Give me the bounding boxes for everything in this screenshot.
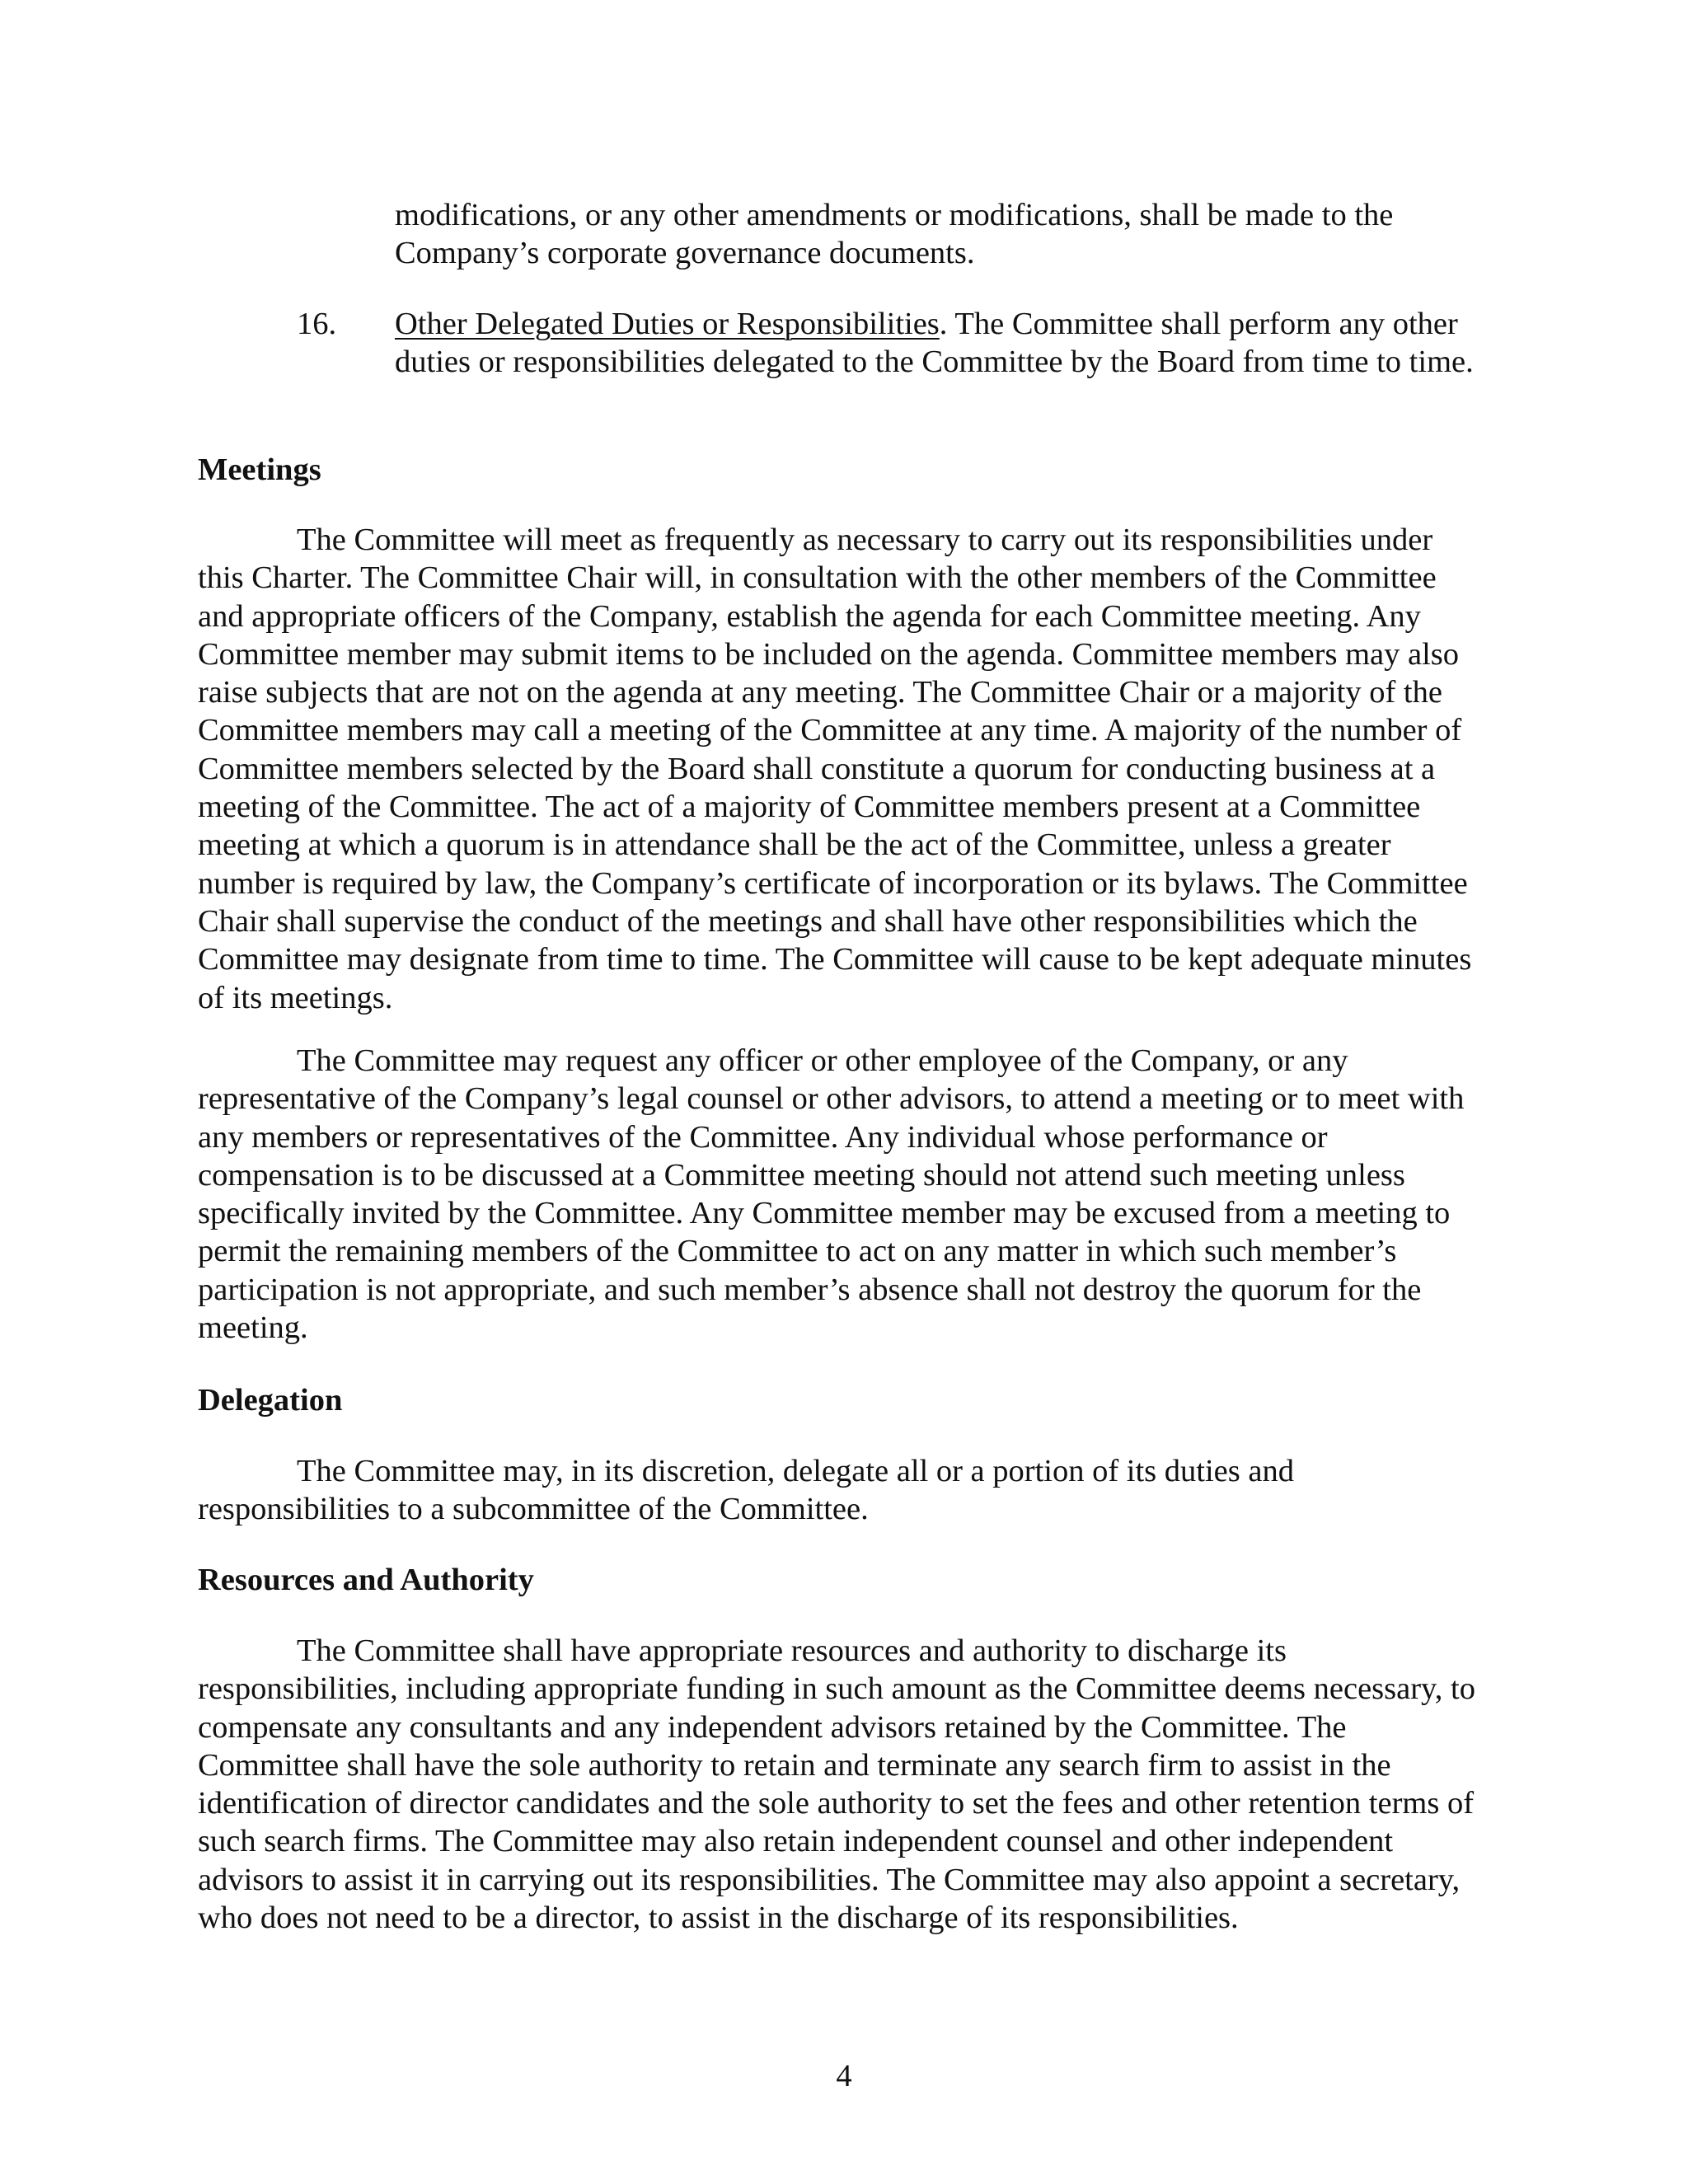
page-number: 4 <box>836 2059 852 2093</box>
meetings-paragraph-1 <box>198 521 1484 1017</box>
item-16-title-period: . <box>939 307 948 341</box>
item-16-title: Other Delegated Duties or Responsibilities <box>395 307 940 341</box>
item-16-paragraph <box>395 305 1499 382</box>
delegation-paragraph-text: The Committee may, in its discretion, delegate all or a portion of its duties and responsibilities to a subcommittee of the Committee. <box>198 1454 1294 1527</box>
delegation-paragraph <box>198 1452 1484 1529</box>
item-16-text: The Committee shall perform any other duties or responsibilities delegated to the Committee by the Board from time to time. <box>395 307 1474 380</box>
item-number: 16. <box>297 307 337 341</box>
meetings-paragraph-1-text: The Committee will meet as frequently as necessary to carry out its responsibilities under this Charter. The Committee Chair will, in consultation with the other members of the Committee and appropriate officers of the Company, establish the agenda for each Committee meeting. Any Committee member may submit items to be included on the agenda. Committee members may also raise subjects that are not on the agenda at any meeting. The Committee Chair or a majority of the Committee members may call a meeting of the Committee at any time. A majority of the number of Committee members selected by the Board shall constitute a quorum for conducting business at a meeting of the Committee. The act of a majority of Committee members present at a Committee meeting at which a quorum is in attendance shall be the act of the Committee, unless a greater number is required by law, the Company’s certificate of incorporation or its bylaws. The Committee Chair shall supervise the conduct of the meetings and shall have other responsibilities which the Committee may designate from time to time. The Committee will cause to be kept adequate minutes of its meetings. <box>198 523 1472 1015</box>
meetings-paragraph-2 <box>198 1042 1484 1347</box>
resources-paragraph-text: The Committee shall have appropriate resources and authority to discharge its responsibilities, including appropriate funding in such amount as the Committee deems necessary, to compensate any consultants and any independent advisors retained by the Committee. The Committee shall have the sole authority to retain and terminate any search firm to assist in the identification of director candidates and the sole authority to set the fees and other retention terms of such search firms. The Committee may also retain independent counsel and other independent advisors to assist it in carrying out its responsibilities. The Committee may also appoint a secretary, who does not need to be a director, to assist in the discharge of its responsibilities. <box>198 1633 1476 1936</box>
resources-heading: Resources and Authority <box>198 1563 534 1597</box>
delegation-heading: Delegation <box>198 1383 343 1418</box>
meetings-paragraph-2-text: The Committee may request any officer or other employee of the Company, or any representative of the Company’s legal counsel or other advisors, to attend a meeting or to meet with any members or representatives of the Committee. Any individual whose performance or compensation is to be discussed at a Committee meeting should not attend such meeting unless specifically invited by the Committee. Any Committee member may be excused from a meeting to permit the remaining members of the Committee to act on any matter in which such member’s participation is not appropriate, and such member’s absence shall not destroy the quorum for the meeting. <box>198 1043 1465 1346</box>
meetings-heading: Meetings <box>198 452 321 487</box>
resources-paragraph <box>198 1632 1484 1937</box>
continuation-paragraph: modifications, or any other amendments or modifications, shall be made to the Company’s corporate governance documents. <box>395 198 1394 271</box>
